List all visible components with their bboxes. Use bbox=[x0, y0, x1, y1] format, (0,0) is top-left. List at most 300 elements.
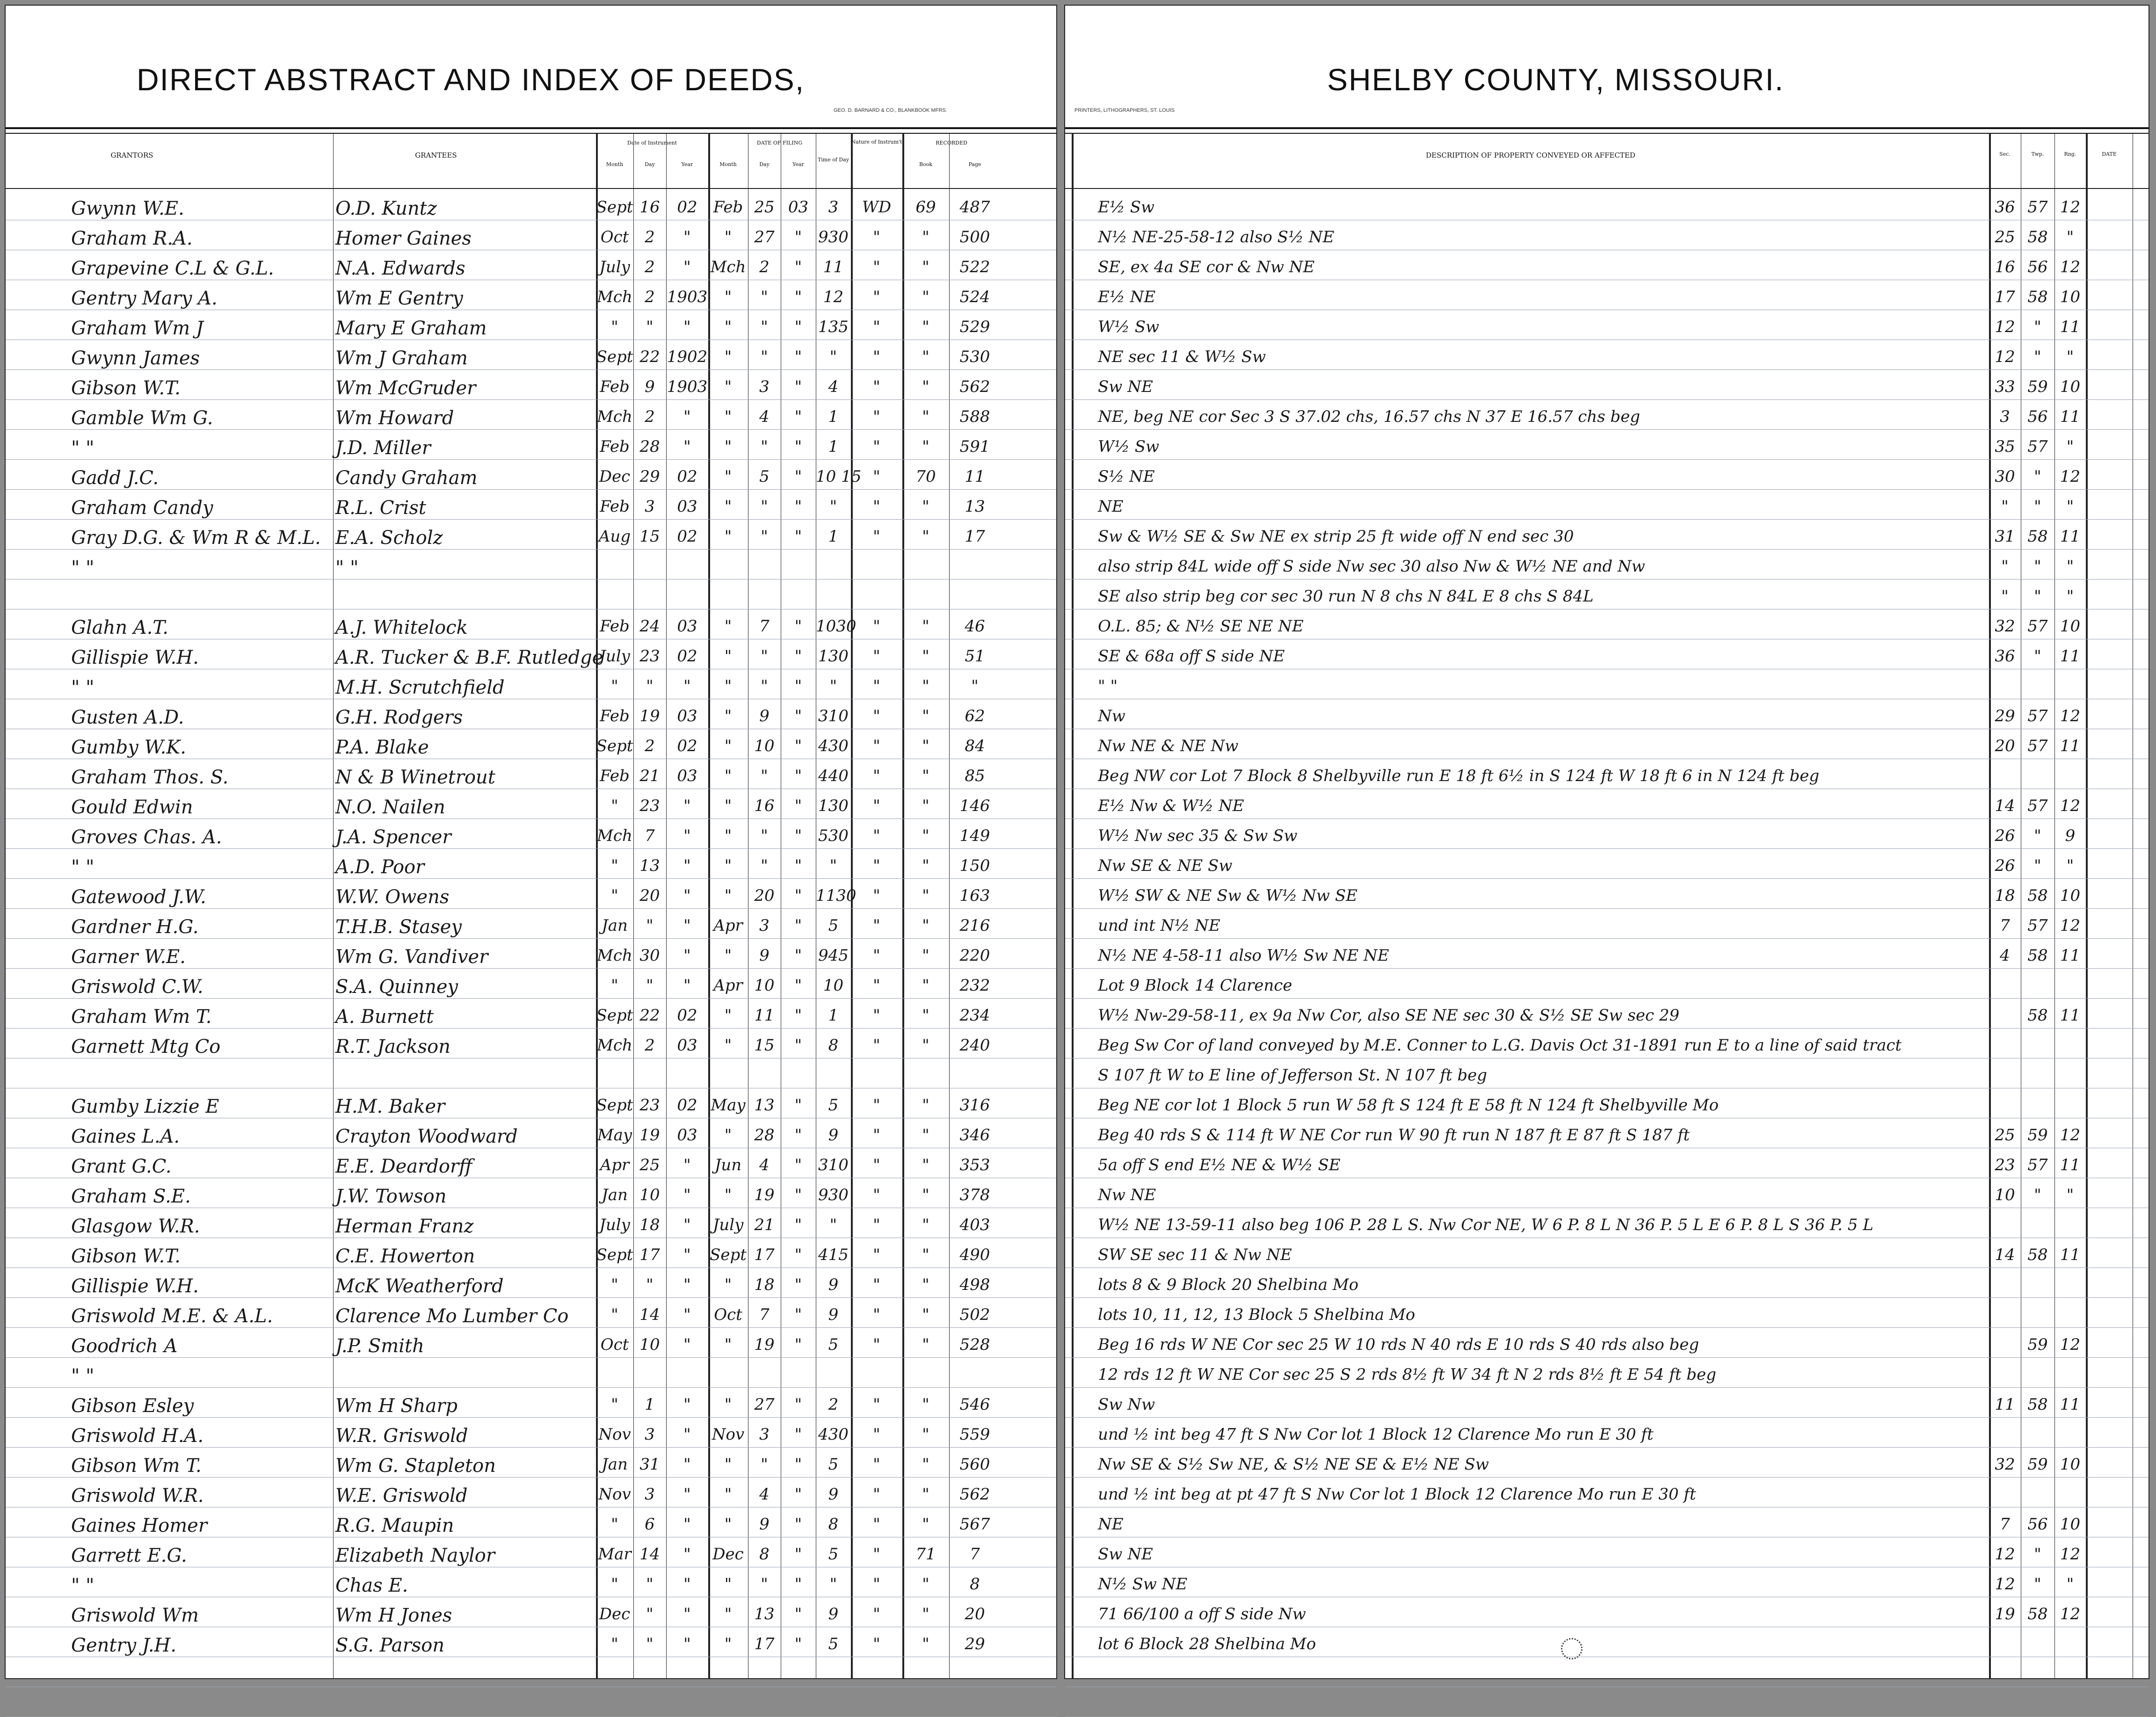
filing-time-cell: 130 bbox=[818, 647, 849, 666]
instrument-month-cell: Dec bbox=[599, 1605, 631, 1623]
description-cell: und ½ int beg at pt 47 ft S Nw Cor lot 1 Block 12 Clarence Mo run E 30 ft bbox=[1098, 1485, 1696, 1504]
filing-day-cell: " bbox=[761, 437, 768, 456]
description-cell: NE, beg NE cor Sec 3 S 37.02 chs, 16.57 chs N 37 E 16.57 chs beg bbox=[1098, 407, 1641, 426]
twp-cell: " bbox=[2034, 647, 2041, 666]
instrument-year-cell: " bbox=[683, 1335, 691, 1354]
nature-cell: " bbox=[873, 737, 880, 755]
grantee-cell: Homer Gaines bbox=[335, 228, 472, 249]
nature-cell: " bbox=[873, 1246, 880, 1264]
row-rule bbox=[6, 579, 1056, 580]
sec-cell: 7 bbox=[2000, 916, 2010, 935]
grantee-cell: M.H. Scrutchfield bbox=[335, 677, 505, 698]
instrument-month-cell: Mch bbox=[597, 1036, 632, 1055]
instrument-year-cell: " bbox=[683, 258, 691, 276]
instrument-day-cell: 17 bbox=[639, 1246, 660, 1264]
book-cell: " bbox=[922, 856, 929, 875]
filing-month-cell: " bbox=[724, 1275, 732, 1294]
instrument-day-cell: 24 bbox=[639, 617, 660, 636]
book-cell: " bbox=[922, 767, 929, 785]
sec-cell: 10 bbox=[1995, 1186, 2015, 1204]
grantee-cell: " " bbox=[335, 557, 359, 579]
filing-year-cell: " bbox=[794, 467, 802, 486]
grantee-cell: N & B Winetrout bbox=[335, 767, 495, 788]
filing-time-cell: 415 bbox=[818, 1246, 849, 1264]
book-cell: " bbox=[922, 1605, 929, 1623]
instrument-month-cell: Nov bbox=[598, 1425, 631, 1444]
row-rule bbox=[6, 848, 1056, 849]
grantor-cell: Gaines Homer bbox=[71, 1515, 207, 1536]
rng-cell: " bbox=[2066, 1575, 2074, 1594]
filing-year-cell: " bbox=[794, 797, 802, 815]
sec-cell: 25 bbox=[1995, 1126, 2015, 1145]
description-cell: Nw bbox=[1098, 707, 1125, 725]
instrument-day-cell: 23 bbox=[639, 1096, 660, 1115]
instrument-year-cell: " bbox=[683, 407, 691, 426]
header-filing-day: Day bbox=[759, 161, 769, 167]
instrument-month-cell: Feb bbox=[600, 497, 630, 516]
grantor-cell: Gwynn James bbox=[71, 348, 200, 369]
nature-cell: " bbox=[873, 1096, 880, 1115]
page-title-right: SHELBY COUNTY, MISSOURI. bbox=[1327, 62, 1785, 97]
rng-cell: 11 bbox=[2060, 527, 2081, 546]
instrument-year-cell: 03 bbox=[677, 707, 697, 725]
filing-month-cell: Sept bbox=[710, 1246, 747, 1264]
description-cell: SE, ex 4a SE cor & Nw NE bbox=[1098, 258, 1315, 276]
filing-day-cell: " bbox=[761, 527, 768, 546]
filing-time-cell: 5 bbox=[828, 1335, 839, 1354]
page-cell: 29 bbox=[965, 1635, 985, 1653]
filing-day-cell: 4 bbox=[759, 407, 769, 426]
grantor-cell: Gwynn W.E. bbox=[71, 198, 184, 219]
book-cell: " bbox=[922, 1186, 929, 1204]
instrument-month-cell: " bbox=[611, 1275, 618, 1294]
row-rule bbox=[1065, 878, 2149, 879]
instrument-month-cell: Feb bbox=[600, 707, 630, 725]
filing-month-cell: " bbox=[724, 1006, 732, 1025]
header-date: DATE bbox=[2102, 151, 2117, 157]
filing-time-cell: 130 bbox=[818, 797, 849, 815]
book-cell: " bbox=[922, 737, 929, 755]
book-cell: " bbox=[922, 497, 929, 516]
filing-time-cell: 4 bbox=[828, 377, 839, 396]
page-cell: 46 bbox=[965, 617, 985, 636]
instrument-month-cell: " bbox=[611, 318, 618, 336]
filing-time-cell: " bbox=[829, 348, 837, 366]
rng-cell: 10 bbox=[2060, 1515, 2081, 1534]
grantor-cell: Gentry Mary A. bbox=[71, 288, 218, 309]
rng-cell: 12 bbox=[2060, 1126, 2081, 1145]
page-cell: 528 bbox=[959, 1335, 990, 1354]
instrument-day-cell: " bbox=[646, 677, 653, 695]
nature-cell: " bbox=[873, 1186, 880, 1204]
grantor-cell: Griswold M.E. & A.L. bbox=[71, 1305, 273, 1327]
filing-month-cell: " bbox=[724, 737, 732, 755]
page-cell: 502 bbox=[959, 1305, 990, 1324]
row-rule bbox=[1065, 968, 2149, 969]
instrument-year-cell: 02 bbox=[677, 1096, 697, 1115]
instrument-month-cell: Feb bbox=[600, 767, 630, 785]
sec-cell: 32 bbox=[1995, 617, 2015, 636]
nature-cell: " bbox=[873, 976, 880, 995]
filing-time-cell: 9 bbox=[828, 1126, 839, 1145]
description-cell: und int N½ NE bbox=[1098, 916, 1220, 935]
filing-year-cell: " bbox=[794, 1156, 802, 1174]
grantee-cell: O.D. Kuntz bbox=[335, 198, 437, 219]
grantor-cell: Gray D.G. & Wm R & M.L. bbox=[71, 527, 321, 549]
rng-cell: " bbox=[2066, 856, 2074, 875]
nature-cell: " bbox=[873, 1605, 880, 1623]
instrument-year-cell: " bbox=[683, 318, 691, 336]
book-cell: " bbox=[922, 886, 929, 905]
grantee-cell: Wm H Jones bbox=[335, 1605, 452, 1626]
grantee-cell: S.A. Quinney bbox=[335, 976, 458, 998]
instrument-year-cell: 02 bbox=[677, 467, 697, 486]
page-cell: 149 bbox=[959, 826, 990, 845]
filing-month-cell: " bbox=[724, 617, 732, 636]
instrument-year-cell: 03 bbox=[677, 1036, 697, 1055]
filing-month-cell: Dec bbox=[712, 1545, 744, 1564]
grantor-cell: Gillispie W.H. bbox=[71, 647, 199, 668]
row-rule bbox=[6, 938, 1056, 939]
instrument-month-cell: Oct bbox=[600, 1335, 629, 1354]
description-cell: W½ NE 13-59-11 also beg 106 P. 28 L S. Nw Cor NE, W 6 P. 8 L N 36 P. 5 L E 6 P. 8 L S 36 P. 5 L bbox=[1098, 1216, 1873, 1234]
instrument-year-cell: 02 bbox=[677, 647, 697, 666]
page-cell: 11 bbox=[965, 467, 985, 486]
filing-day-cell: 7 bbox=[759, 1305, 769, 1324]
sec-cell: 18 bbox=[1995, 886, 2015, 905]
filing-time-cell: 3 bbox=[828, 198, 839, 217]
book-cell: " bbox=[922, 1575, 929, 1594]
page-cell: 20 bbox=[965, 1605, 985, 1623]
description-cell: Sw NE bbox=[1098, 1545, 1153, 1564]
instrument-year-cell: 02 bbox=[677, 198, 697, 217]
filing-day-cell: " bbox=[761, 647, 768, 666]
page-cell: " bbox=[971, 677, 979, 695]
right-ledger-grid bbox=[1065, 133, 2149, 1678]
instrument-year-cell: " bbox=[683, 946, 691, 965]
grantee-cell: W.W. Owens bbox=[335, 886, 450, 908]
description-cell: Nw NE & NE Nw bbox=[1098, 737, 1239, 755]
book-cell: " bbox=[922, 976, 929, 995]
filing-time-cell: " bbox=[829, 497, 837, 516]
description-cell: W½ SW & NE Sw & W½ Nw SE bbox=[1098, 886, 1357, 905]
instrument-day-cell: 2 bbox=[645, 1036, 655, 1055]
twp-cell: 58 bbox=[2027, 527, 2048, 546]
filing-year-cell: " bbox=[794, 1305, 802, 1324]
instrument-month-cell: Jan bbox=[602, 1186, 628, 1204]
filing-month-cell: " bbox=[724, 407, 732, 426]
page-cell: 498 bbox=[959, 1275, 990, 1294]
filing-year-cell: " bbox=[794, 288, 802, 306]
header-book: Book bbox=[919, 161, 932, 167]
book-cell: " bbox=[922, 1335, 929, 1354]
nature-cell: " bbox=[873, 1126, 880, 1145]
grantor-cell: Gardner H.G. bbox=[71, 916, 199, 938]
grantee-cell: H.M. Baker bbox=[335, 1096, 445, 1117]
instrument-month-cell: Mch bbox=[597, 826, 632, 845]
filing-year-cell: " bbox=[794, 318, 802, 336]
row-rule bbox=[1065, 848, 2149, 849]
instrument-day-cell: " bbox=[646, 1275, 653, 1294]
filing-time-cell: 1 bbox=[828, 407, 839, 426]
filing-day-cell: 16 bbox=[754, 797, 775, 815]
instrument-year-cell: 03 bbox=[677, 617, 697, 636]
filing-month-cell: " bbox=[724, 377, 732, 396]
rng-cell: 10 bbox=[2060, 288, 2081, 306]
filing-year-cell: " bbox=[794, 377, 802, 396]
header-recorded: RECORDED bbox=[936, 140, 967, 146]
page-cell: 240 bbox=[959, 1036, 990, 1055]
book-cell: " bbox=[922, 1395, 929, 1414]
grantor-cell: Graham Candy bbox=[71, 497, 213, 519]
filing-day-cell: 9 bbox=[759, 946, 769, 965]
instrument-year-cell: " bbox=[683, 797, 691, 815]
description-cell: W½ Sw bbox=[1098, 437, 1160, 456]
grantor-cell: Graham S.E. bbox=[71, 1186, 191, 1207]
twp-cell: " bbox=[2034, 587, 2041, 606]
nature-cell: " bbox=[873, 467, 880, 486]
instrument-year-cell: " bbox=[683, 1575, 691, 1594]
description-cell: und ½ int beg 47 ft S Nw Cor lot 1 Block 12 Clarence Mo run E 30 ft bbox=[1098, 1425, 1654, 1444]
book-cell: " bbox=[922, 1246, 929, 1264]
description-cell: lots 10, 11, 12, 13 Block 5 Shelbina Mo bbox=[1098, 1305, 1416, 1324]
imprint-right: PRINTERS, LITHOGRAPHERS, ST. LOUIS bbox=[1074, 108, 1175, 113]
grantee-cell: Herman Franz bbox=[335, 1216, 474, 1237]
filing-year-cell: 03 bbox=[788, 198, 809, 217]
filing-month-cell: " bbox=[724, 1395, 732, 1414]
grantor-cell: Gumby W.K. bbox=[71, 737, 186, 758]
instrument-year-cell: " bbox=[683, 976, 691, 995]
row-rule bbox=[1065, 1028, 2149, 1029]
instrument-year-cell: " bbox=[683, 1635, 691, 1653]
nature-cell: " bbox=[873, 1635, 880, 1653]
book-cell: 69 bbox=[915, 198, 936, 217]
rng-cell: 12 bbox=[2060, 916, 2081, 935]
description-cell: 12 rds 12 ft W NE Cor sec 25 S 2 rds 8½ ft W 34 ft N 2 rds 8½ ft E 54 ft beg bbox=[1098, 1365, 1716, 1384]
page-cell: 378 bbox=[959, 1186, 990, 1204]
nature-cell: " bbox=[873, 318, 880, 336]
description-cell: Lot 9 Block 14 Clarence bbox=[1098, 976, 1292, 995]
instrument-day-cell: " bbox=[646, 1635, 653, 1653]
nature-cell: " bbox=[873, 377, 880, 396]
grantor-cell: Gibson W.T. bbox=[71, 1246, 181, 1267]
description-cell: W½ Sw bbox=[1098, 318, 1160, 336]
page-cell: 85 bbox=[965, 767, 985, 785]
row-rule bbox=[1065, 1417, 2149, 1418]
sec-cell: 12 bbox=[1995, 318, 2015, 336]
grantor-cell: Gibson Wm T. bbox=[71, 1455, 202, 1477]
header-year: Year bbox=[681, 161, 693, 167]
filing-year-cell: " bbox=[794, 1335, 802, 1354]
grantor-cell: Griswold W.R. bbox=[71, 1485, 204, 1507]
filing-day-cell: 17 bbox=[754, 1635, 775, 1653]
description-cell: N½ NE 4-58-11 also W½ Sw NE NE bbox=[1098, 946, 1389, 965]
grantor-cell: Grant G.C. bbox=[71, 1156, 172, 1177]
rng-cell: " bbox=[2066, 587, 2074, 606]
book-cell: " bbox=[922, 377, 929, 396]
book-cell: " bbox=[922, 647, 929, 666]
twp-cell: " bbox=[2034, 1575, 2041, 1594]
filing-year-cell: " bbox=[794, 617, 802, 636]
rng-cell: 10 bbox=[2060, 377, 2081, 396]
header-separator bbox=[6, 188, 1056, 189]
description-cell: Beg NW cor Lot 7 Block 8 Shelbyville run E 18 ft 6½ in S 124 ft W 18 ft 6 in N 124 ft beg bbox=[1098, 767, 1820, 785]
filing-year-cell: " bbox=[794, 437, 802, 456]
instrument-month-cell: Mch bbox=[597, 288, 632, 306]
page-cell: 62 bbox=[965, 707, 985, 725]
header-day: Day bbox=[645, 161, 655, 167]
filing-time-cell: 530 bbox=[818, 826, 849, 845]
filing-month-cell: " bbox=[724, 1335, 732, 1354]
page-cell: 530 bbox=[959, 348, 990, 366]
filing-year-cell: " bbox=[794, 647, 802, 666]
sec-cell: 12 bbox=[1995, 1545, 2015, 1564]
instrument-year-cell: 02 bbox=[677, 737, 697, 755]
rng-cell: 12 bbox=[2060, 797, 2081, 815]
grantor-cell: Graham Wm J bbox=[71, 318, 203, 339]
page-cell: 591 bbox=[959, 437, 990, 456]
sec-cell: 12 bbox=[1995, 1575, 2015, 1594]
instrument-year-cell: 1903 bbox=[667, 377, 708, 396]
instrument-month-cell: Feb bbox=[600, 437, 630, 456]
page-cell: 146 bbox=[959, 797, 990, 815]
binding-seal-mark bbox=[1561, 1638, 1583, 1659]
instrument-month-cell: Sept bbox=[596, 1006, 633, 1025]
filing-time-cell: 1130 bbox=[816, 886, 857, 905]
twp-cell: 58 bbox=[2027, 1605, 2048, 1623]
rng-cell: 12 bbox=[2060, 1545, 2081, 1564]
filing-time-cell: 945 bbox=[818, 946, 849, 965]
sec-cell: 23 bbox=[1995, 1156, 2015, 1174]
row-rule bbox=[6, 1028, 1056, 1029]
grantee-cell: E.E. Deardorff bbox=[335, 1156, 472, 1177]
instrument-month-cell: Jan bbox=[602, 916, 628, 935]
instrument-day-cell: 3 bbox=[645, 1485, 655, 1504]
twp-cell: 58 bbox=[2027, 228, 2048, 246]
row-rule bbox=[1065, 1447, 2149, 1448]
instrument-day-cell: " bbox=[646, 1605, 653, 1623]
instrument-day-cell: " bbox=[646, 976, 653, 995]
instrument-year-cell: " bbox=[683, 1275, 691, 1294]
filing-year-cell: " bbox=[794, 677, 802, 695]
rng-cell: " bbox=[2066, 348, 2074, 366]
nature-cell: " bbox=[873, 1036, 880, 1055]
twp-cell: 58 bbox=[2027, 886, 2048, 905]
description-cell: Nw SE & S½ Sw NE, & S½ NE SE & E½ NE Sw bbox=[1098, 1455, 1489, 1474]
instrument-year-cell: 02 bbox=[677, 527, 697, 546]
nature-cell: " bbox=[873, 1305, 880, 1324]
instrument-year-cell: 03 bbox=[677, 1126, 697, 1145]
page-cell: 84 bbox=[965, 737, 985, 755]
filing-year-cell: " bbox=[794, 1455, 802, 1474]
book-cell: " bbox=[922, 1096, 929, 1115]
nature-cell: " bbox=[873, 1455, 880, 1474]
filing-time-cell: " bbox=[829, 856, 837, 875]
instrument-day-cell: 23 bbox=[639, 797, 660, 815]
rng-cell: 11 bbox=[2060, 946, 2081, 965]
book-cell: " bbox=[922, 677, 929, 695]
page-cell: 353 bbox=[959, 1156, 990, 1174]
filing-day-cell: 3 bbox=[759, 377, 769, 396]
twp-cell: 57 bbox=[2027, 707, 2048, 725]
page-cell: 403 bbox=[959, 1216, 990, 1234]
instrument-month-cell: Mch bbox=[597, 946, 632, 965]
description-cell: Beg Sw Cor of land conveyed by M.E. Conner to L.G. Davis Oct 31-1891 run E to a line of said tract bbox=[1098, 1036, 1902, 1055]
filing-year-cell: " bbox=[794, 826, 802, 845]
twp-cell: 59 bbox=[2027, 377, 2048, 396]
page-cell: 546 bbox=[959, 1395, 990, 1414]
filing-time-cell: 10 15 bbox=[816, 467, 862, 486]
sec-cell: 25 bbox=[1995, 228, 2015, 246]
filing-year-cell: " bbox=[794, 946, 802, 965]
rng-cell: " bbox=[2066, 497, 2074, 516]
twp-cell: " bbox=[2034, 318, 2041, 336]
twp-cell: " bbox=[2034, 1545, 2041, 1564]
filing-day-cell: 5 bbox=[759, 467, 769, 486]
instrument-month-cell: " bbox=[611, 886, 618, 905]
twp-cell: 57 bbox=[2027, 198, 2048, 217]
filing-day-cell: 10 bbox=[754, 737, 775, 755]
filing-time-cell: 5 bbox=[828, 1635, 839, 1653]
rng-cell: 12 bbox=[2060, 198, 2081, 217]
instrument-month-cell: Feb bbox=[600, 377, 630, 396]
grantee-cell: Elizabeth Naylor bbox=[335, 1545, 495, 1566]
column-rule bbox=[333, 133, 334, 1678]
book-cell: " bbox=[922, 916, 929, 935]
filing-time-cell: 5 bbox=[828, 1096, 839, 1115]
filing-month-cell: " bbox=[724, 1126, 732, 1145]
sec-cell: 14 bbox=[1995, 797, 2015, 815]
filing-year-cell: " bbox=[794, 767, 802, 785]
grantee-cell: W.R. Griswold bbox=[335, 1425, 468, 1447]
nature-cell: " bbox=[873, 856, 880, 875]
page-cell: 220 bbox=[959, 946, 990, 965]
rng-cell: 11 bbox=[2060, 318, 2081, 336]
grantor-cell: Groves Chas. A. bbox=[71, 826, 222, 848]
row-rule bbox=[6, 369, 1056, 370]
instrument-day-cell: 2 bbox=[645, 258, 655, 276]
row-rule bbox=[6, 1417, 1056, 1418]
book-cell: " bbox=[922, 1635, 929, 1653]
filing-month-cell: " bbox=[724, 677, 732, 695]
filing-month-cell: " bbox=[724, 1605, 732, 1623]
row-rule bbox=[6, 968, 1056, 969]
filing-time-cell: 2 bbox=[828, 1395, 839, 1414]
rng-cell: 11 bbox=[2060, 1246, 2081, 1264]
description-cell: 5a off S end E½ NE & W½ SE bbox=[1098, 1156, 1341, 1174]
description-cell: also strip 84L wide off S side Nw sec 30 also Nw & W½ NE and Nw bbox=[1098, 557, 1645, 576]
row-rule bbox=[6, 489, 1056, 490]
book-cell: " bbox=[922, 1036, 929, 1055]
instrument-year-cell: 1902 bbox=[667, 348, 708, 366]
grantor-cell: " " bbox=[71, 856, 94, 878]
grantor-cell: " " bbox=[71, 1365, 94, 1387]
filing-day-cell: 15 bbox=[754, 1036, 775, 1055]
instrument-year-cell: " bbox=[683, 437, 691, 456]
filing-year-cell: " bbox=[794, 527, 802, 546]
page-cell: 316 bbox=[959, 1096, 990, 1115]
book-cell: " bbox=[922, 318, 929, 336]
nature-cell: " bbox=[873, 527, 880, 546]
filing-year-cell: " bbox=[794, 497, 802, 516]
rng-cell: 11 bbox=[2060, 1006, 2081, 1025]
grantor-cell: Griswold C.W. bbox=[71, 976, 203, 998]
sec-cell: 30 bbox=[1995, 467, 2015, 486]
rng-cell: 12 bbox=[2060, 467, 2081, 486]
page-cell: 522 bbox=[959, 258, 990, 276]
instrument-day-cell: 19 bbox=[639, 1126, 660, 1145]
rng-cell: 10 bbox=[2060, 1455, 2081, 1474]
